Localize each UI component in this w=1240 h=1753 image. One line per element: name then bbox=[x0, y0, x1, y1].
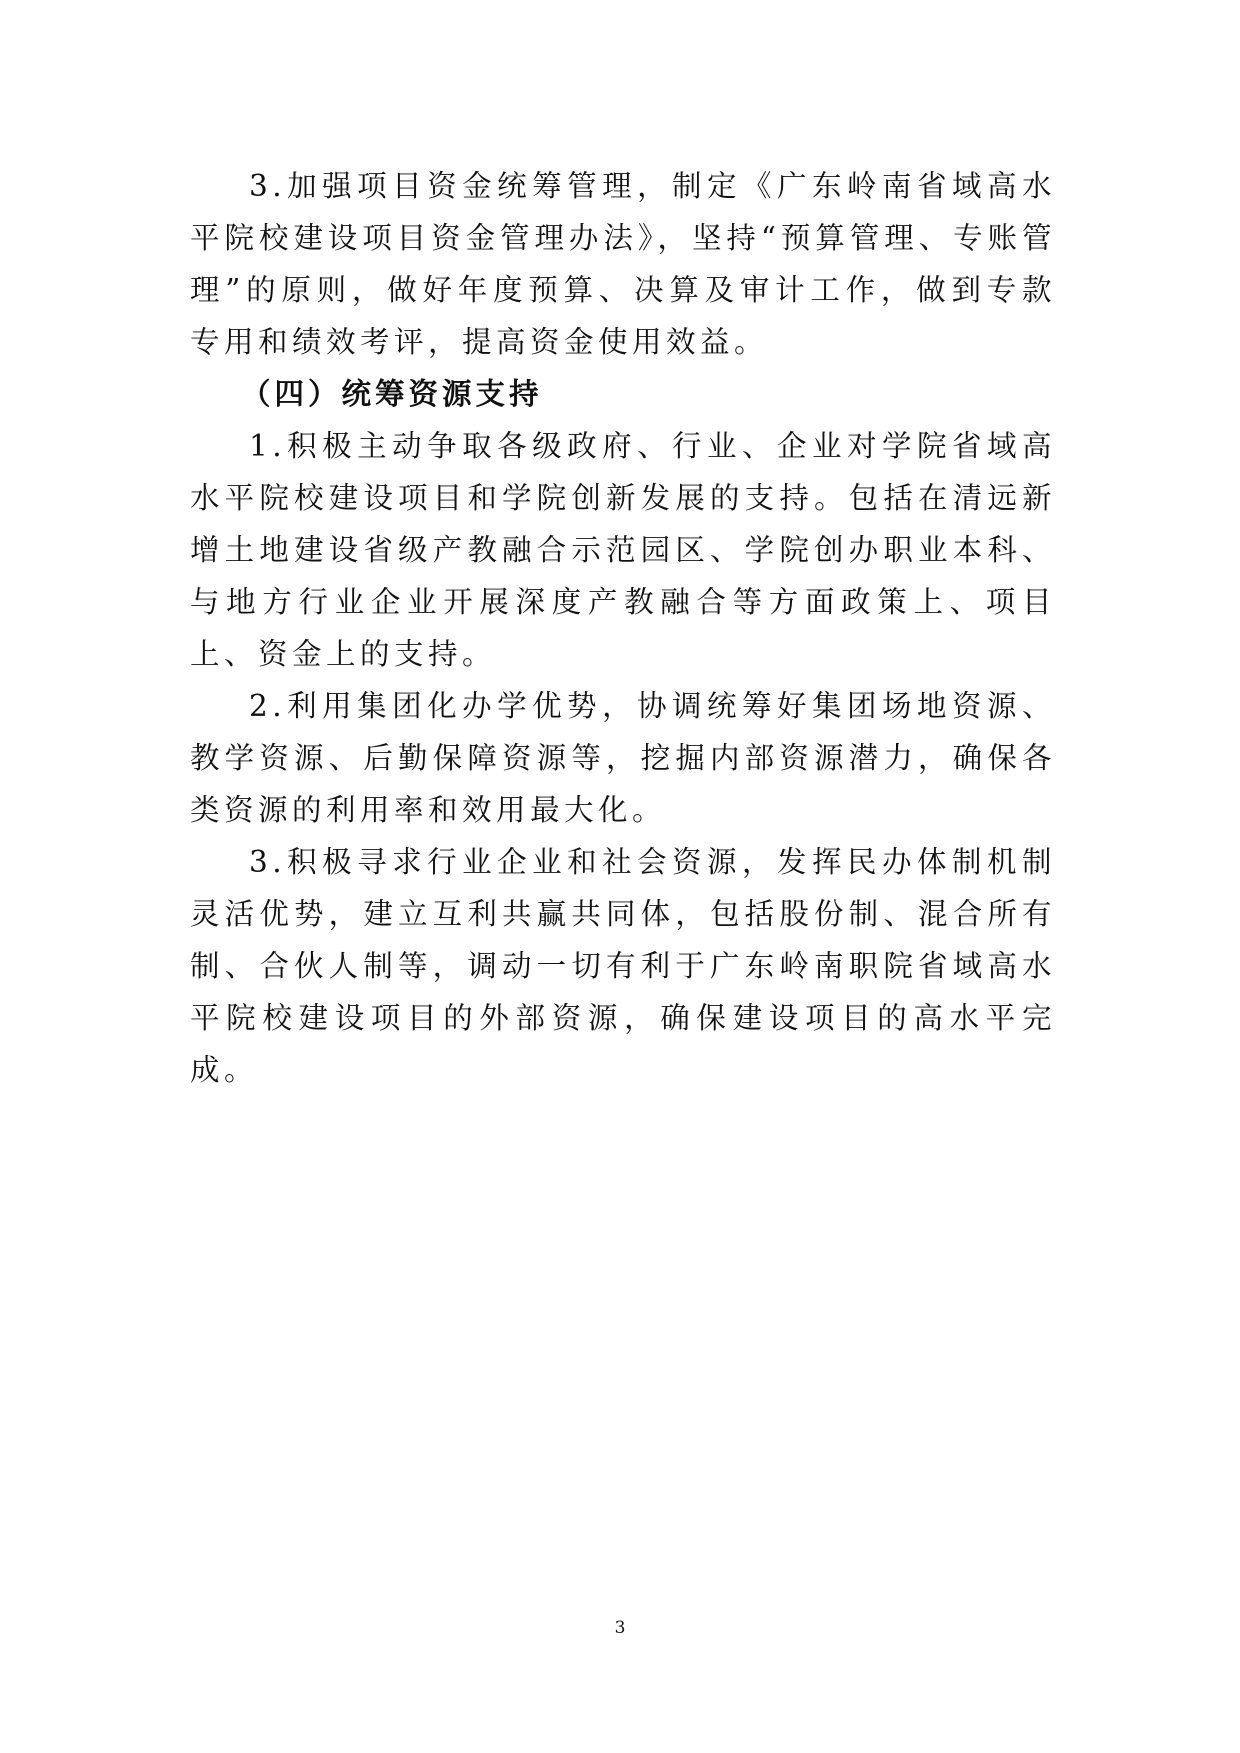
paragraph-group-resources: 2.利用集团化办学优势，协调统筹好集团场地资源、教学资源、后勤保障资源等，挖掘内部资源潜力，确保各类资源的利用率和效用最大化。 bbox=[190, 689, 1056, 827]
document-body bbox=[190, 160, 1056, 1096]
paragraph-funding-management: 3.加强项目资金统筹管理，制定《广东岭南省域高水平院校建设项目资金管理办法》，坚持“预算管理、专账管理”的原则，做好年度预算、决算及审计工作，做到专款专用和绩效考评，提高资金使用效益。 bbox=[190, 169, 1056, 359]
paragraph-social-resources: 3.积极寻求行业企业和社会资源，发挥民办体制机制灵活优势，建立互利共赢共同体，包括股份制、混合所有制、合伙人制等，调动一切有利于广东岭南职院省域高水平院校建设项目的外部资源，确保建设项目的高水平完成。 bbox=[190, 845, 1056, 1087]
paragraph-external-support: 1.积极主动争取各级政府、行业、企业对学院省域高水平院校建设项目和学院创新发展的支持。包括在清远新增土地建设省级产教融合示范园区、学院创办职业本科、与地方行业企业开展深度产教融合等方面政策上、项目上、资金上的支持。 bbox=[190, 429, 1056, 671]
page-number: 3 bbox=[614, 1618, 626, 1638]
section-heading: （四）统筹资源支持 bbox=[241, 376, 543, 411]
